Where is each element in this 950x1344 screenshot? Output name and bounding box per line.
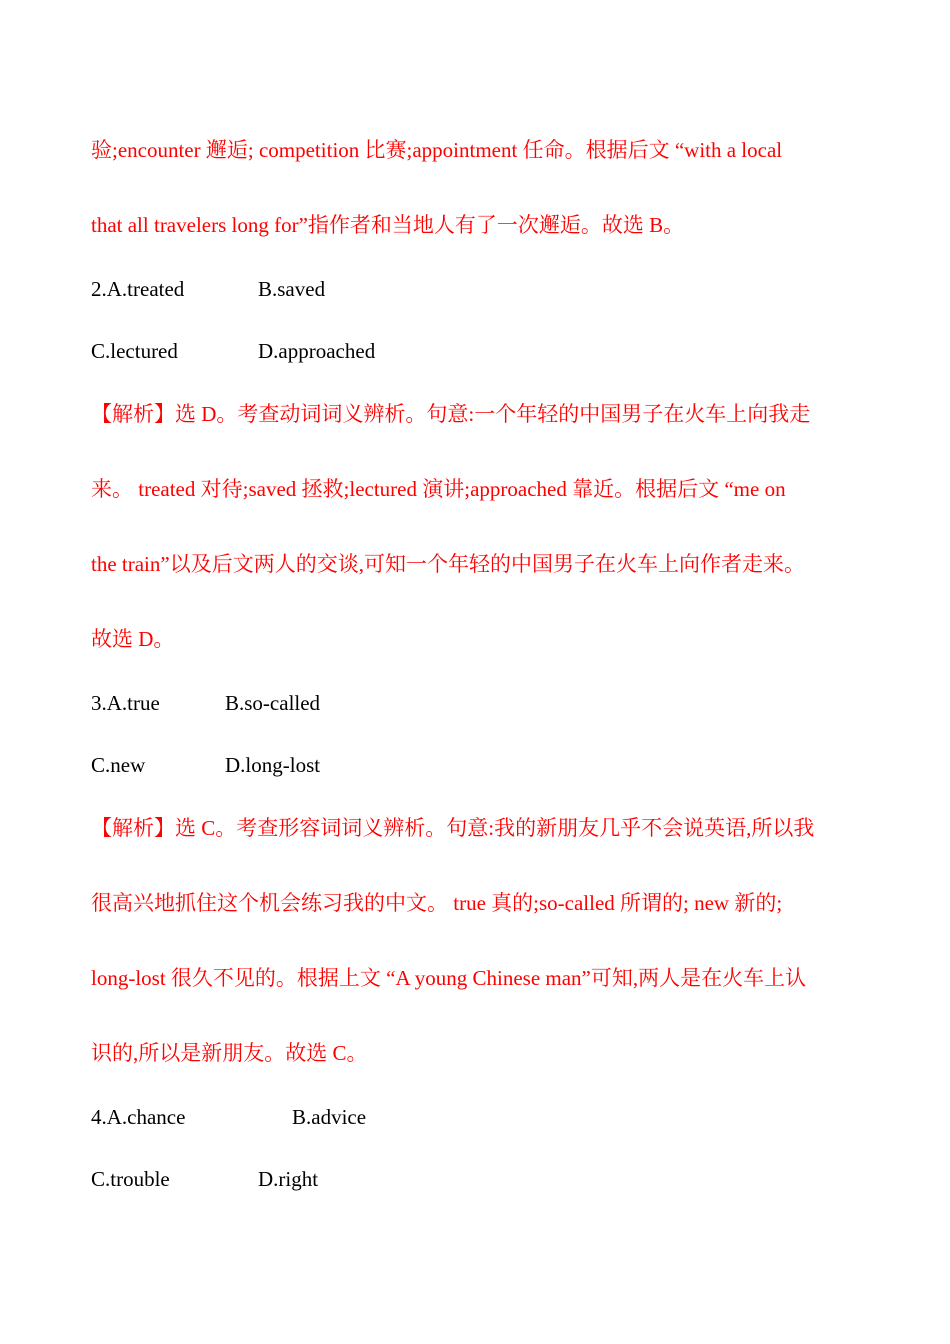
q2-explanation-line-3: the train”以及后文两人的交谈,可知一个年轻的中国男子在火车上向作者走来。 — [91, 552, 805, 576]
q2-option-c: C.lectured — [91, 339, 178, 363]
q2-option-d: D.approached — [258, 339, 376, 363]
q3-explanation-line-1: 【解析】选 C。考查形容词词义辨析。句意:我的新朋友几乎不会说英语,所以我 — [91, 816, 815, 840]
q4-option-c: C.trouble — [91, 1167, 170, 1191]
q3-option-b: B.so-called — [225, 691, 321, 715]
q3-option-a: 3.A.true — [91, 691, 160, 715]
q4-option-b: B.advice — [292, 1105, 367, 1129]
q4-option-d: D.right — [258, 1167, 319, 1191]
q3-explanation-line-4: 识的,所以是新朋友。故选 C。 — [91, 1041, 368, 1065]
q3-options-row-1 — [91, 690, 321, 716]
q4-option-a: 4.A.chance — [91, 1105, 186, 1129]
q2-explanation-line-1: 【解析】选 D。考查动词词义辨析。句意:一个年轻的中国男子在火车上向我走 — [91, 402, 811, 426]
q2-option-a: 2.A.treated — [91, 277, 185, 301]
q3-explanation-line-3: long-lost 很久不见的。根据上文 “A young Chinese man”可知,两人是在火车上认 — [91, 966, 807, 990]
q3-explanation-line-2: 很高兴地抓住这个机会练习我的中文。 true 真的;so-called 所谓的; new 新的; — [91, 891, 783, 915]
q2-explanation-line-4: 故选 D。 — [91, 627, 175, 651]
q2-explanation-line-2: 来。 treated 对待;saved 拯救;lectured 演讲;approached 靠近。根据后文 “me on — [91, 477, 786, 501]
q3-options-row-2 — [91, 752, 321, 778]
q3-option-d: D.long-lost — [225, 753, 321, 777]
q2-options-row-1 — [91, 276, 326, 302]
q1-explanation-line-2: that all travelers long for”指作者和当地人有了一次邂逅。故选 B。 — [91, 213, 685, 237]
q2-option-b: B.saved — [258, 277, 326, 301]
q4-options-row-2 — [91, 1166, 319, 1192]
q4-options-row-1 — [91, 1104, 367, 1130]
q3-option-c: C.new — [91, 753, 146, 777]
q2-options-row-2 — [91, 338, 376, 364]
q1-explanation-line-1: 验;encounter 邂逅; competition 比赛;appointment 任命。根据后文 “with a local — [91, 138, 783, 162]
